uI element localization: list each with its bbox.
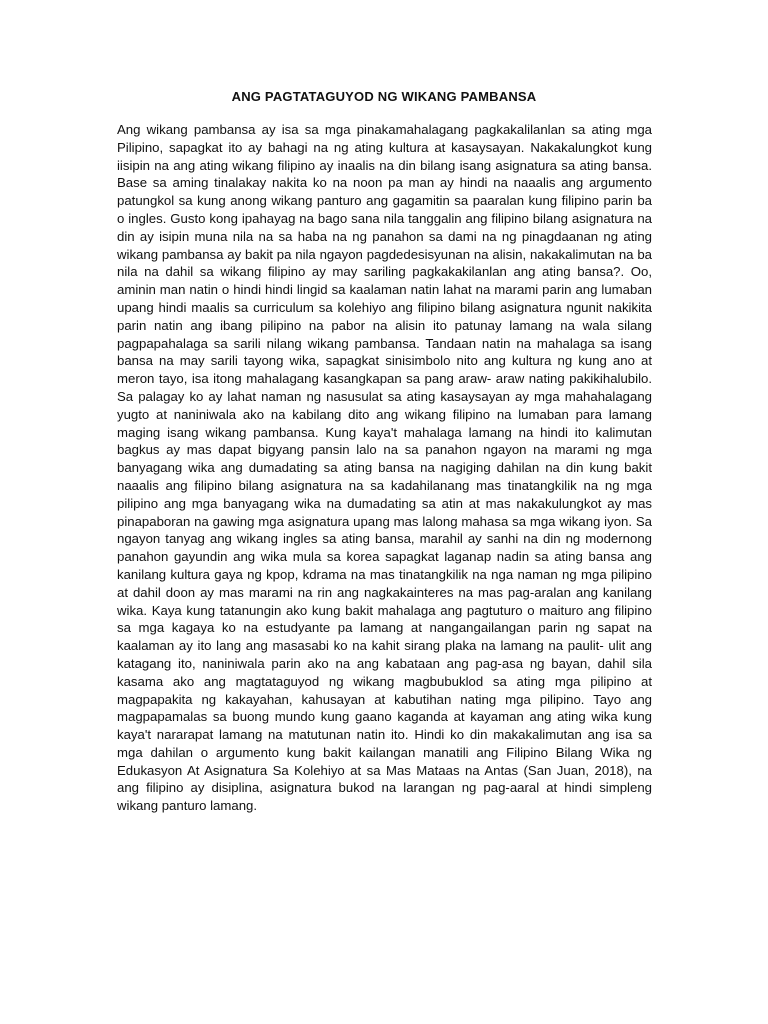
essay-paragraph: Ang wikang pambansa ay isa sa mga pinakamahalagang pagkakalilanlan sa ating mga Pilipino, sapagkat ito ay bahagi na ng ating kultura at kasaysayan. Nakakalungkot kung iisipin na ang ating wikang filipino ay inaalis na din bilang isang asignatura sa ating bansa. Base sa aming tinalakay nakita ko na noon pa man ay hindi na naaalis ang argumento patungkol sa kung anong wikang panturo ang gagamitin sa paaralan kung filipino parin ba o ingles. Gusto kong ipahayag na bago sana nila tanggalin ang filipino bilang asignatura na din ay isipin muna nila na sa haba na ng panahon sa dami na ng pinagdaanan ng ating wikang pambansa ay bakit pa nila ngayon pagdedesisyunan na alisin, nakakalimutan na ba nila na dahil sa wikang filipino ay may sariling pagkakakilanlan ang ating bansa?. Oo, aminin man natin o hindi hindi lingid sa kaalaman natin lahat na marami parin ang lumaban upang hindi maalis sa curriculum sa kolehiyo ang filipino bilang asignatura ngunit nakikita parin natin ang ibang pilipino na pabor na alisin ito patunay lamang na wala silang pagpapahalaga sa sarili nilang wikang pambansa. Tandaan natin na mahalaga sa isang bansa na may sarili tayong wika, sapagkat sinisimbolo nito ang kultura ng kung ano at meron tayo, isa itong mahalagang kasangkapan sa pang araw- araw nating pakikihalubilo. Sa palagay ko ay lahat naman ng nasusulat sa ating kasaysayan ay mga mahahalagang yugto at naniniwala ako na kabilang dito ang wikang filipino na lumaban para lamang maging isang wikang pambansa. Kung kaya't mahalaga lamang na hindi ito kalimutan bagkus ay mas dapat bigyang pansin lalo na sa panahon ngayon na marami ng mga banyagang wika ang dumadating sa ating bansa na nagiging dahilan na din kung bakit naaalis ang filipino bilang asignatura na sa kadahilanang mas tinatangkilik na ng mga pilipino ang mga banyagang wika na dumadating sa atin at mas nakakulungkot ay mas pinapaboran na gawing mga asignatura upang mas lalong mahasa sa mga wikang iyon. Sa ngayon tanyag ang wikang ingles sa ating bansa, marahil ay sanhi na din ng modernong panahon gayundin ang wika mula sa korea sapagkat laganap nadin sa ating bansa ang kanilang kultura gaya ng kpop, kdrama na mas tinatangkilik na nga naman ng mga pilipino at dahil doon ay mas marami na rin ang nagkakainteres na mas pag-aralan ang kanilang wika. Kaya kung tatanungin ako kung bakit mahalaga ang pagtuturo o maituro ang filipino sa mga kagaya ko na estudyante pa lamang at nangangailangan parin ng sapat na kaalaman ay ito lang ang masasabi ko na kahit sirang plaka na lamang na paulit- ulit ang katagang ito, naniniwala parin ako na ang kabataan ang pag-asa ng bayan, dahil sila kasama ako ang magtataguyod ng wikang magbubuklod sa ating mga pilipino at magpapakita ng kakayahan, kahusayan at kabutihan nating mga pilipino. Tayo ang magpapamalas sa buong mundo kung gaano kaganda at kayaman ang ating wika kung kaya't nararapat lamang na matutunan natin ito. Hindi ko din makakalimutan ang isa sa mga dahilan o argumento kung bakit kailangan manatili ang Filipino Bilang Wika ng Edukasyon At Asignatura Sa Kolehiyo at sa Mas Mataas na Antas (San Juan, 2018), na ang filipino ay disiplina, asignatura bukod na larangan ng pag-aaral at hindi simpleng wikang panturo lamang. [117,122,652,814]
document-title: ANG PAGTATAGUYOD NG WIKANG PAMBANSA [231,89,537,104]
